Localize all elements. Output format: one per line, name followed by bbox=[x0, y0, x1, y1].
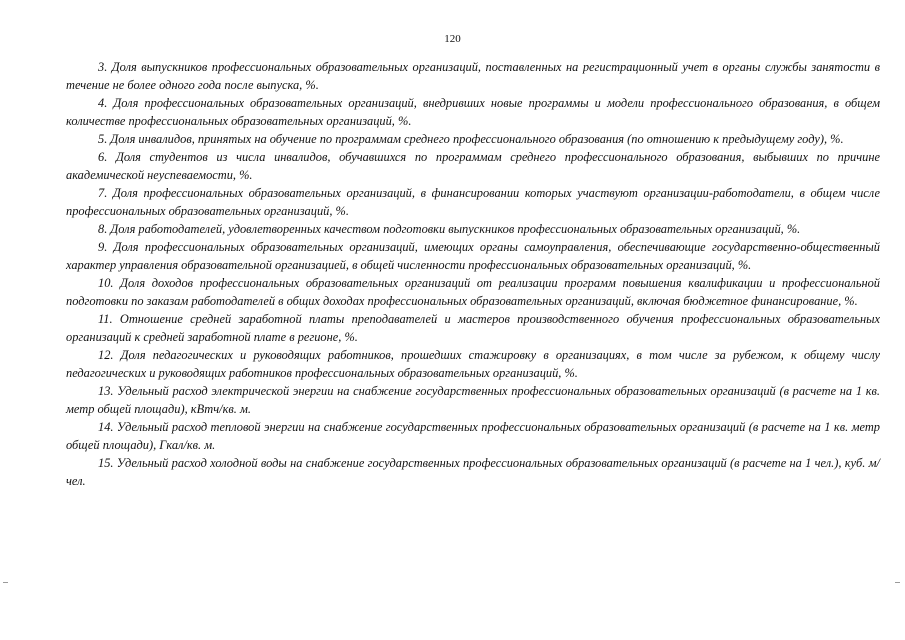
indicator-item: 13. Удельный расход электрической энергии на снабжение государственных профессиональных образовательных организаций (в расчете на 1 кв. метр общей площади), кВтч/кв. м. bbox=[66, 384, 880, 416]
indicator-item: 3. Доля выпускников профессиональных образовательных организаций, поставленных на регистрационный учет в органы службы занятости в течение не более одного года после выпуска, %. bbox=[66, 60, 880, 92]
indicator-item: 11. Отношение средней заработной платы преподавателей и мастеров производственного обучения профессиональных образовательных организаций к средней заработной плате в регионе, %. bbox=[66, 312, 880, 344]
page-number: 120 bbox=[444, 33, 461, 45]
indicator-item: 4. Доля профессиональных образовательных организаций, внедривших новые программы и модели профессионального образования, в общем количестве профессиональных образовательных организаций, %. bbox=[66, 96, 880, 128]
indicator-item: 10. Доля доходов профессиональных образовательных организаций от реализации программ повышения квалификации и профессиональной подготовки по заказам работодателей в общих доходах профессиональных образовательных организаций, включая бюджетное финансирование, %. bbox=[66, 276, 880, 308]
indicator-list bbox=[66, 58, 880, 490]
scan-edge-mark bbox=[895, 582, 900, 583]
scan-edge-mark bbox=[3, 582, 8, 583]
indicator-item: 5. Доля инвалидов, принятых на обучение по программам среднего профессионального образования (по отношению к предыдущему году), %. bbox=[98, 132, 844, 146]
indicator-item: 7. Доля профессиональных образовательных организаций, в финансировании которых участвуют организации-работодатели, в общем числе профессиональных образовательных организаций, %. bbox=[66, 186, 880, 218]
indicator-item: 6. Доля студентов из числа инвалидов, обучавшихся по программам среднего профессионального образования, выбывших по причине академической неуспеваемости, %. bbox=[66, 150, 880, 182]
indicator-item: 14. Удельный расход тепловой энергии на снабжение государственных профессиональных образовательных организаций (в расчете на 1 кв. метр общей площади), Гкал/кв. м. bbox=[66, 420, 880, 452]
indicator-item: 15. Удельный расход холодной воды на снабжение государственных профессиональных образовательных организаций (в расчете на 1 чел.), куб. м/чел. bbox=[66, 456, 880, 488]
indicator-item: 12. Доля педагогических и руководящих работников, прошедших стажировку в организациях, в том числе за рубежом, к общему числу педагогических и руководящих работников профессиональных образовательных организаций, %. bbox=[66, 348, 880, 380]
indicator-item: 8. Доля работодателей, удовлетворенных качеством подготовки выпускников профессиональных образовательных организаций, %. bbox=[98, 222, 801, 236]
indicator-item: 9. Доля профессиональных образовательных организаций, имеющих органы самоуправления, обеспечивающие государственно-общественный характер управления образовательной организацией, в общей численности профессиональных образовательных организаций, %. bbox=[66, 240, 880, 272]
